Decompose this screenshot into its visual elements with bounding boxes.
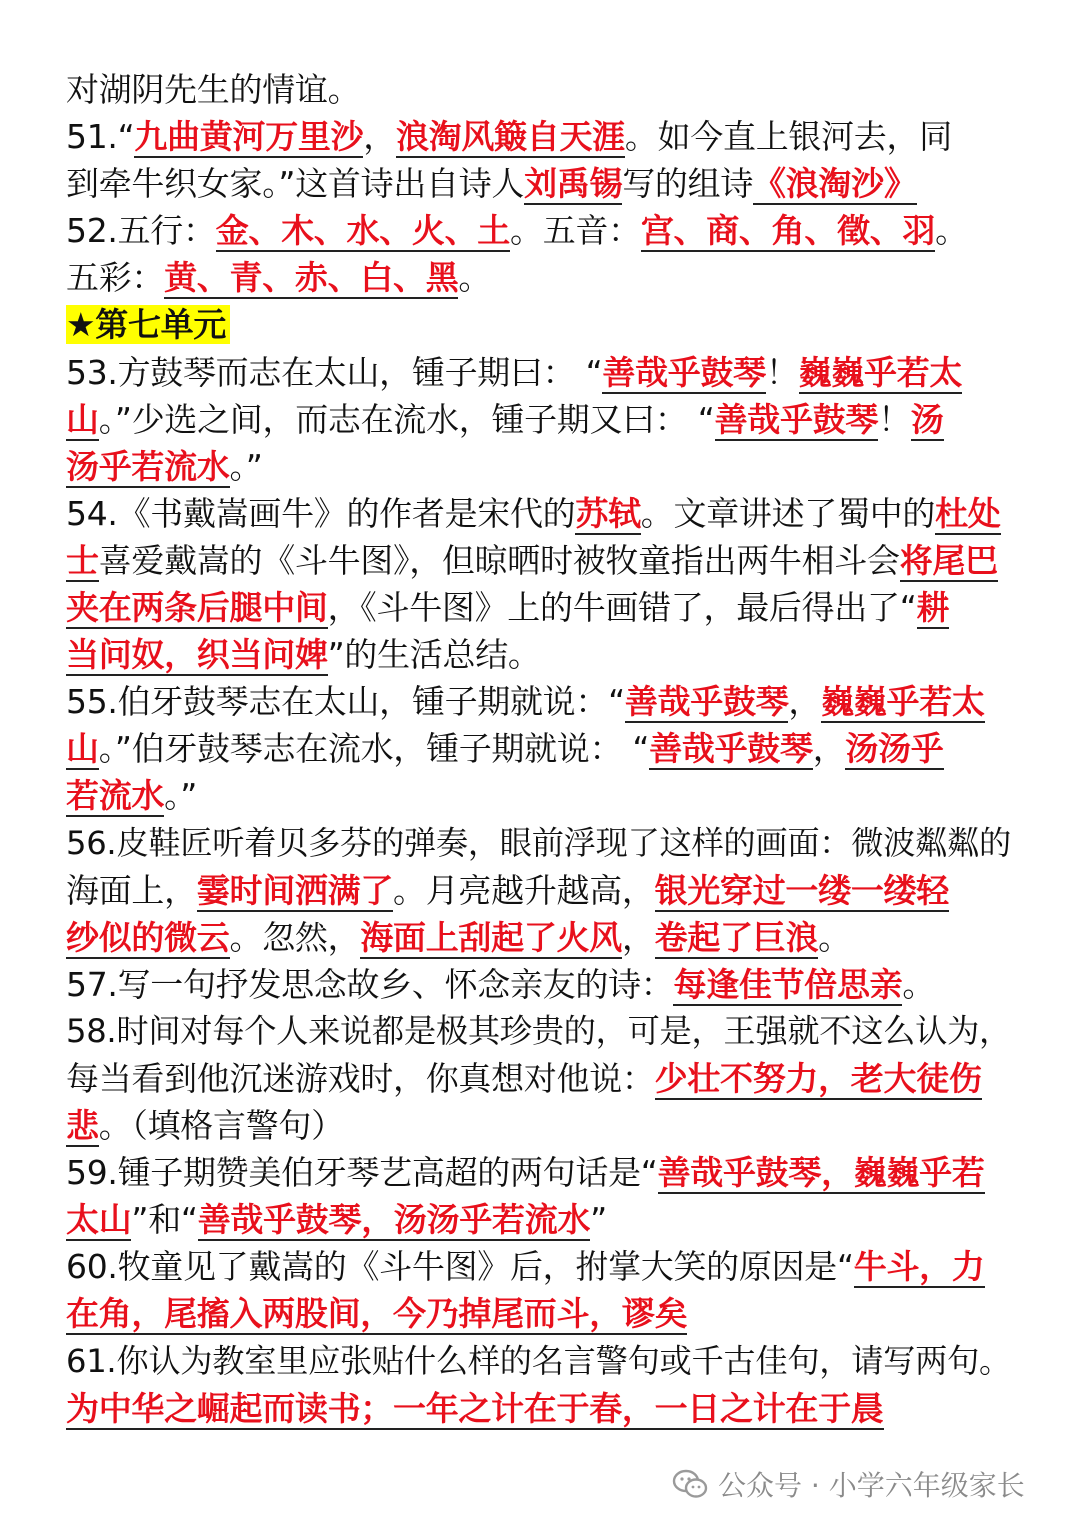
question-text: ，《斗牛图》上的牛画错了，最后得出了“ (327, 588, 917, 628)
answer-text: 善哉乎鼓琴 (649, 729, 813, 769)
answer-text: 士 (66, 540, 99, 580)
question-text: 。文章讲述了蜀中的 (640, 493, 936, 533)
question-text: 52.五行： (66, 211, 216, 251)
answer-text: 海面上刮起了火风 (360, 917, 622, 957)
question-text: 。 (902, 964, 936, 1004)
answer-text: 九曲黄河万里沙 (134, 117, 364, 157)
answer-text: 善哉乎鼓琴 (602, 352, 766, 392)
text-line (66, 914, 1016, 961)
question-text: 。”伯牙鼓琴志在流水，锺子期就说： “ (98, 729, 650, 769)
question-text: 56.皮鞋匠听着贝多芬的弹奏，眼前浮现了这样的画面：微波粼粼的 (66, 823, 1011, 862)
answer-text: 若流水 (66, 776, 165, 816)
text-line (66, 1102, 1016, 1149)
answer-text: 汤 (910, 399, 944, 439)
text-line (66, 113, 1016, 160)
text-line (66, 396, 1016, 443)
question-text: ， (363, 117, 396, 157)
answer-text: 巍巍乎若太 (798, 352, 963, 392)
text-line (66, 443, 1016, 490)
answer-text: 杜处 (935, 493, 1001, 533)
text-line (66, 867, 1016, 914)
text-line (66, 820, 1016, 867)
answer-text: 将尾巴 (899, 540, 998, 580)
question-text: ！ (878, 399, 911, 439)
question-text: 57.写一句抒发思念故乡、怀念亲友的诗： (66, 964, 674, 1004)
question-text: 53.方鼓琴而志在太山，锺子期曰： “ (66, 352, 603, 392)
text-line (66, 678, 1016, 725)
text-line (66, 66, 1016, 113)
answer-text: 为中华之崛起而读书；一年之计在于春，一日之计在于晨 (66, 1388, 884, 1428)
text-line (66, 1149, 1016, 1196)
text-line (66, 207, 1016, 254)
question-text: ， (621, 917, 655, 957)
question-text: 写的组诗 (622, 164, 754, 204)
answer-text: 刘禹锡 (524, 164, 623, 204)
section-heading: ★第七单元 (66, 305, 230, 344)
text-line (66, 1290, 1016, 1337)
answer-text: 霎时间洒满了 (196, 870, 394, 910)
answer-text: 汤乎若流水 (66, 446, 230, 486)
text-line (66, 1008, 1016, 1055)
question-text: ， (788, 682, 822, 722)
answer-text: 金、木、水、火、土 (215, 211, 510, 251)
question-text: 。 (458, 258, 492, 298)
answer-text: 太山 (66, 1200, 132, 1240)
text-line (66, 254, 1016, 301)
text-line (66, 160, 1016, 207)
answer-text: 卷起了巨浪 (654, 917, 819, 957)
answer-text: 纱似的微云 (66, 917, 230, 957)
question-text: 51.“ (66, 117, 135, 157)
question-text: 。 (935, 211, 968, 251)
answer-text: 黄、青、赤、白、黑 (164, 258, 459, 298)
text-line (66, 725, 1016, 772)
answer-text: 巍巍乎若太 (821, 682, 985, 722)
text-line (66, 631, 1016, 678)
answer-text: 善哉乎鼓琴 (714, 399, 879, 439)
text-line (66, 1055, 1016, 1102)
question-text: 。忽然， (229, 917, 361, 957)
answer-text: 每逢佳节倍思亲 (673, 964, 903, 1004)
question-text: 。”少选之间，而志在流水，锺子期又曰： “ (98, 399, 715, 439)
text-line (66, 1243, 1016, 1290)
question-text: 每当看到他沉迷游戏时，你真想对他说： (66, 1058, 655, 1098)
question-text: 。月亮越升越高， (393, 870, 655, 910)
text-line (66, 1196, 1016, 1243)
question-text: 。” (164, 776, 198, 816)
answer-text: 在角，尾搐入两股间，今乃掉尾而斗，谬矣 (66, 1294, 688, 1334)
text-line (66, 1385, 1016, 1432)
question-text: 到牵牛织女家。”这首诗出自诗人 (66, 164, 525, 204)
question-text: ”的生活总结。 (327, 635, 541, 675)
answer-text: 善哉乎鼓琴，汤汤乎若流水 (197, 1200, 591, 1240)
answer-text: 耕 (916, 588, 950, 628)
question-text: 。 (818, 917, 851, 957)
text-line (66, 537, 1016, 584)
question-text: ！ (765, 352, 799, 392)
question-text: 五彩： (66, 258, 165, 298)
question-text: 59.锺子期赞美伯牙琴艺高超的两句话是“ (66, 1153, 658, 1193)
answer-text: 悲 (66, 1106, 99, 1146)
answer-text: 银光穿过一缕一缕轻 (654, 870, 949, 910)
question-text: 61.你认为教室里应张贴什么样的名言警句或千古佳句，请写两句。 (66, 1341, 1011, 1380)
question-text: ” (590, 1200, 607, 1240)
answer-text: 山 (66, 729, 99, 769)
question-text: 对湖阴先生的情谊。 (66, 70, 361, 109)
text-line (66, 490, 1016, 537)
document-body (66, 66, 1016, 1432)
question-text: 58.时间对每个人来说都是极其珍贵的，可是，王强就不这么认为， (66, 1011, 1011, 1050)
answer-text: 当问奴，织当问婢 (66, 635, 328, 675)
text-line (66, 349, 1016, 396)
text-line (66, 1338, 1016, 1385)
watermark-text: 公众号 · 小学六年级家长 (718, 1469, 1025, 1502)
question-text: 海面上， (66, 870, 197, 910)
question-text: 54.《书戴嵩画牛》的作者是宋代的 (66, 493, 576, 533)
question-text: 喜爱戴嵩的《斗牛图》，但晾晒时被牧童指出两牛相斗会 (98, 540, 900, 580)
text-line (66, 301, 1016, 348)
text-line (66, 961, 1016, 1008)
answer-text: 苏轼 (575, 493, 641, 533)
answer-text: 少壮不努力，老大徒伤 (654, 1058, 982, 1098)
answer-text: 汤汤乎 (845, 729, 944, 769)
question-text: 60.牧童见了戴嵩的《斗牛图》后，拊掌大笑的原因是“ (66, 1247, 854, 1287)
answer-text: 善哉乎鼓琴 (624, 682, 789, 722)
text-line (66, 772, 1016, 819)
question-text: ”和“ (131, 1200, 198, 1240)
wechat-icon (672, 1468, 708, 1500)
answer-text: 浪淘风簸自天涯 (396, 117, 625, 157)
answer-text: 山 (66, 399, 99, 439)
question-text: 。” (229, 446, 263, 486)
question-text: 55.伯牙鼓琴志在太山，锺子期就说：“ (66, 682, 625, 722)
text-line (66, 584, 1016, 631)
question-text: ， (812, 729, 846, 769)
answer-text: 善哉乎鼓琴，巍巍乎若 (657, 1153, 985, 1193)
question-text: 。如今直上银河去，同 (624, 117, 952, 157)
answer-text: 牛斗，力 (853, 1247, 985, 1287)
question-text: 。五音： (510, 211, 641, 251)
watermark (672, 1462, 1025, 1506)
answer-text: 夹在两条后腿中间 (66, 588, 328, 628)
answer-text: 《浪淘沙》 (753, 164, 917, 204)
answer-text: 宫、商、角、徵、羽 (640, 211, 936, 251)
question-text: 。（填格言警句） (98, 1106, 344, 1146)
